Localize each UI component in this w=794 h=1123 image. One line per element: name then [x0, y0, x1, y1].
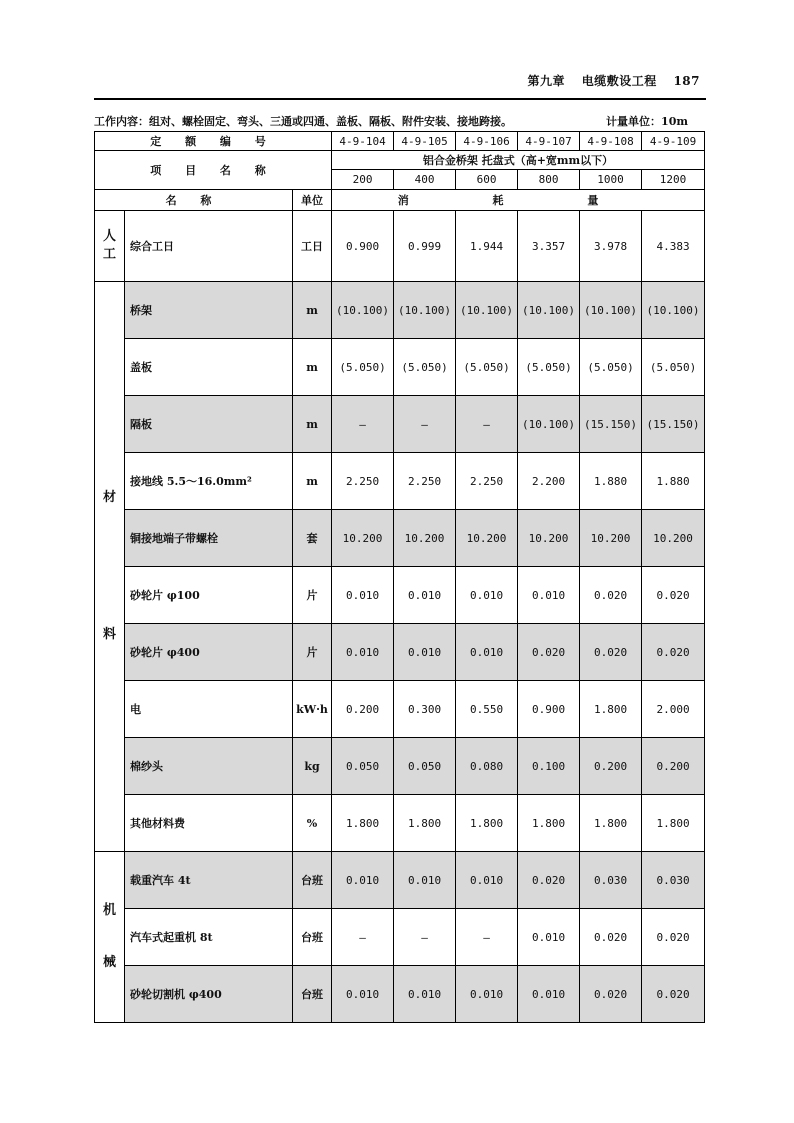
value-cell: 0.200	[580, 738, 642, 795]
value-cell: 3.357	[518, 211, 580, 282]
value-cell: 10.200	[456, 510, 518, 567]
value-cell: 0.020	[642, 567, 705, 624]
item-name: 其他材料费	[125, 795, 293, 852]
size-cell: 600	[456, 170, 518, 190]
quota-table	[94, 131, 705, 1023]
code-row	[95, 132, 705, 151]
item-unit: %	[293, 795, 332, 852]
value-cell: 0.050	[332, 738, 394, 795]
value-cell: 2.250	[332, 453, 394, 510]
value-cell: 0.080	[456, 738, 518, 795]
value-cell: 1.800	[394, 795, 456, 852]
value-cell: (10.100)	[580, 282, 642, 339]
value-cell: 2.000	[642, 681, 705, 738]
table-row	[95, 510, 705, 567]
item-unit: 台班	[293, 852, 332, 909]
item-name: 棉纱头	[125, 738, 293, 795]
table-row	[95, 738, 705, 795]
value-cell: 1.800	[332, 795, 394, 852]
code-cell: 4-9-109	[642, 132, 705, 151]
column-header-row	[95, 190, 705, 211]
value-cell: 0.900	[518, 681, 580, 738]
item-unit: 套	[293, 510, 332, 567]
value-cell: 1.800	[518, 795, 580, 852]
value-cell: 2.250	[394, 453, 456, 510]
group-char: 械	[102, 955, 116, 970]
value-cell: 0.010	[332, 966, 394, 1023]
value-cell: 0.010	[332, 624, 394, 681]
item-unit: m	[293, 396, 332, 453]
table-row	[95, 211, 705, 282]
unit-label: 单位	[293, 190, 332, 211]
value-cell: 10.200	[580, 510, 642, 567]
measure-unit: 计量单位：10m	[606, 115, 688, 128]
value-cell: (5.050)	[332, 339, 394, 396]
value-cell: 0.010	[456, 624, 518, 681]
code-cell: 4-9-106	[456, 132, 518, 151]
value-cell: —	[394, 909, 456, 966]
value-cell: 0.030	[642, 852, 705, 909]
value-cell: 0.020	[580, 966, 642, 1023]
item-name: 汽车式起重机 8t	[125, 909, 293, 966]
table-subtitle: 铝合金桥架 托盘式（高+宽mm以下）	[332, 151, 705, 170]
group-char: 工	[102, 247, 116, 262]
code-cell: 4-9-107	[518, 132, 580, 151]
group-label-material	[95, 282, 125, 852]
value-cell: (5.050)	[580, 339, 642, 396]
value-cell: 1.800	[456, 795, 518, 852]
item-name: 砂轮切割机 φ400	[125, 966, 293, 1023]
value-cell: 0.550	[456, 681, 518, 738]
value-cell: 0.020	[518, 852, 580, 909]
value-cell: 10.200	[518, 510, 580, 567]
value-cell: 0.010	[456, 852, 518, 909]
value-cell: 10.200	[642, 510, 705, 567]
item-name: 综合工日	[125, 211, 293, 282]
value-cell: 2.250	[456, 453, 518, 510]
value-cell: 1.800	[642, 795, 705, 852]
item-unit: 片	[293, 567, 332, 624]
item-name: 电	[125, 681, 293, 738]
page-header	[516, 72, 700, 89]
table-row	[95, 624, 705, 681]
value-cell: 0.200	[332, 681, 394, 738]
code-label: 定 额 编 号	[95, 132, 332, 151]
value-cell: 0.020	[580, 624, 642, 681]
group-label-machine	[95, 852, 125, 1023]
size-cell: 200	[332, 170, 394, 190]
group-char: 材	[102, 490, 116, 506]
item-unit: kW·h	[293, 681, 332, 738]
value-cell: 0.010	[332, 852, 394, 909]
value-cell: 0.900	[332, 211, 394, 282]
value-cell: (10.100)	[518, 282, 580, 339]
value-cell: 0.010	[394, 624, 456, 681]
value-cell: 0.999	[394, 211, 456, 282]
item-unit: 台班	[293, 909, 332, 966]
value-cell: 0.020	[580, 909, 642, 966]
table-row	[95, 852, 705, 909]
value-cell: (10.100)	[456, 282, 518, 339]
value-cell: 10.200	[394, 510, 456, 567]
value-cell: 10.200	[332, 510, 394, 567]
value-cell: 1.800	[580, 681, 642, 738]
item-name: 桥架	[125, 282, 293, 339]
table-row	[95, 681, 705, 738]
size-cell: 1200	[642, 170, 705, 190]
value-cell: —	[394, 396, 456, 453]
value-cell: 0.200	[642, 738, 705, 795]
value-cell: 0.010	[394, 567, 456, 624]
value-cell: 1.880	[580, 453, 642, 510]
value-cell: 1.880	[642, 453, 705, 510]
table-row	[95, 453, 705, 510]
size-cell: 800	[518, 170, 580, 190]
table-row	[95, 966, 705, 1023]
size-cell: 1000	[580, 170, 642, 190]
group-label-labor	[95, 211, 125, 282]
value-cell: 0.020	[642, 966, 705, 1023]
value-cell: 0.010	[518, 909, 580, 966]
table-row	[95, 567, 705, 624]
work-content-line	[94, 113, 706, 129]
header-rule	[94, 98, 706, 100]
value-cell: 0.020	[642, 909, 705, 966]
subtitle-row	[95, 151, 705, 170]
item-label: 项 目 名 称	[95, 151, 332, 190]
value-cell: (10.100)	[642, 282, 705, 339]
chapter-title: 电缆敷设工程	[581, 74, 657, 88]
value-cell: (5.050)	[456, 339, 518, 396]
item-name: 盖板	[125, 339, 293, 396]
item-unit: 工日	[293, 211, 332, 282]
value-cell: 2.200	[518, 453, 580, 510]
value-cell: 0.010	[456, 567, 518, 624]
value-cell: 1.800	[580, 795, 642, 852]
value-cell: 0.300	[394, 681, 456, 738]
item-unit: kg	[293, 738, 332, 795]
value-cell: 0.030	[580, 852, 642, 909]
value-cell: 0.010	[394, 852, 456, 909]
item-name: 接地线 5.5～16.0mm²	[125, 453, 293, 510]
value-cell: 4.383	[642, 211, 705, 282]
value-cell: (15.150)	[580, 396, 642, 453]
value-cell: 0.100	[518, 738, 580, 795]
table-row	[95, 282, 705, 339]
table-row	[95, 339, 705, 396]
value-cell: (5.050)	[642, 339, 705, 396]
item-name: 砂轮片 φ100	[125, 567, 293, 624]
item-name: 隔板	[125, 396, 293, 453]
value-cell: 3.978	[580, 211, 642, 282]
value-cell: (10.100)	[518, 396, 580, 453]
code-cell: 4-9-105	[394, 132, 456, 151]
value-cell: 0.020	[518, 624, 580, 681]
value-cell: 1.944	[456, 211, 518, 282]
consume-label: 消 耗 量	[332, 190, 705, 211]
page-number: 187	[673, 74, 700, 88]
value-cell: (15.150)	[642, 396, 705, 453]
group-char: 料	[102, 626, 116, 642]
value-cell: (5.050)	[518, 339, 580, 396]
name-label: 名 称	[95, 190, 293, 211]
item-unit: m	[293, 453, 332, 510]
code-cell: 4-9-108	[580, 132, 642, 151]
value-cell: 0.020	[642, 624, 705, 681]
value-cell: —	[332, 396, 394, 453]
value-cell: (10.100)	[332, 282, 394, 339]
item-name: 载重汽车 4t	[125, 852, 293, 909]
table-row	[95, 795, 705, 852]
item-unit: m	[293, 339, 332, 396]
value-cell: —	[456, 909, 518, 966]
value-cell: 0.010	[332, 567, 394, 624]
size-cell: 400	[394, 170, 456, 190]
value-cell: 0.010	[456, 966, 518, 1023]
value-cell: 0.010	[518, 966, 580, 1023]
item-unit: 台班	[293, 966, 332, 1023]
value-cell: —	[332, 909, 394, 966]
code-cell: 4-9-104	[332, 132, 394, 151]
group-char: 机	[102, 902, 116, 918]
item-unit: 片	[293, 624, 332, 681]
group-char: 人	[102, 228, 116, 244]
value-cell: 0.010	[518, 567, 580, 624]
value-cell: —	[456, 396, 518, 453]
table-row	[95, 396, 705, 453]
chapter-label: 第九章	[527, 74, 566, 88]
work-content: 工作内容：组对、螺栓固定、弯头、三通或四通、盖板、隔板、附件安装、接地跨接。	[94, 115, 512, 128]
table-row	[95, 909, 705, 966]
item-name: 铜接地端子带螺栓	[125, 510, 293, 567]
item-unit: m	[293, 282, 332, 339]
value-cell: (5.050)	[394, 339, 456, 396]
value-cell: 0.020	[580, 567, 642, 624]
item-name: 砂轮片 φ400	[125, 624, 293, 681]
value-cell: 0.050	[394, 738, 456, 795]
value-cell: 0.010	[394, 966, 456, 1023]
value-cell: (10.100)	[394, 282, 456, 339]
